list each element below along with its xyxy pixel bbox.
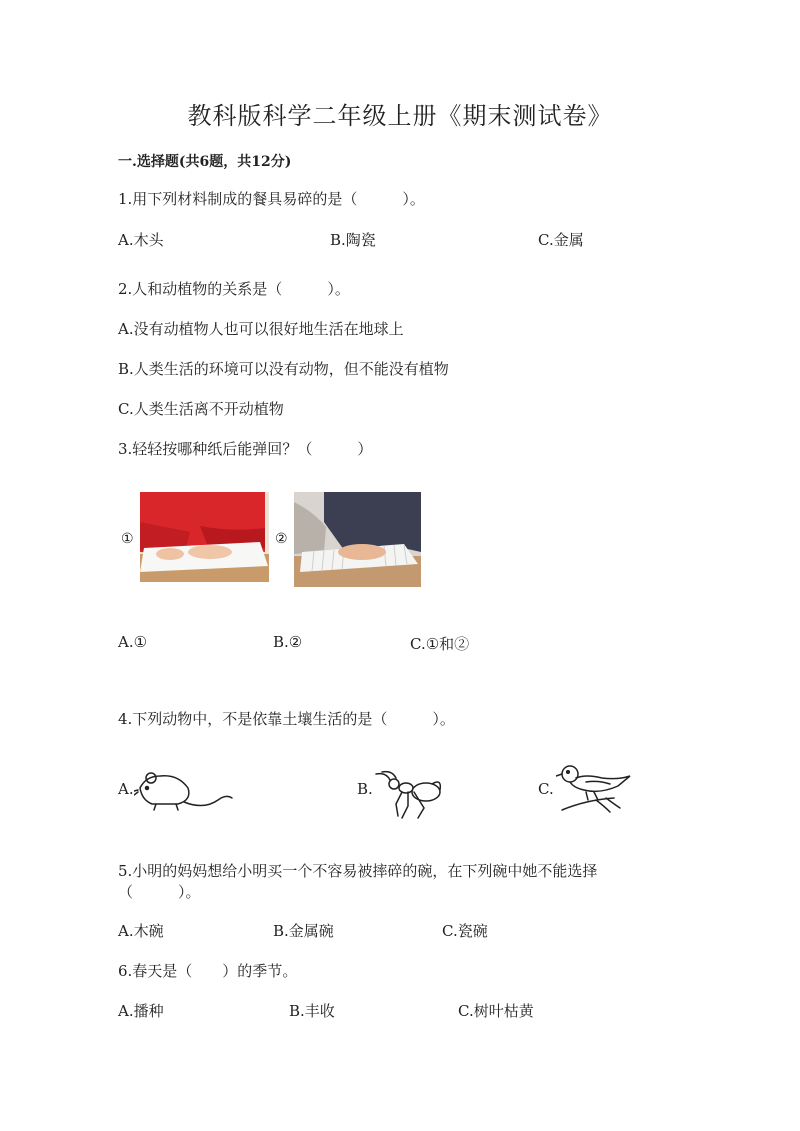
- section-heading: 一.选择题(共6题，共12分): [118, 154, 292, 170]
- question-2-text: 2.人和动植物的关系是（ ）。: [118, 280, 350, 298]
- question-2-option-c[interactable]: C.人类生活离不开动植物: [118, 400, 284, 418]
- question-2-option-a[interactable]: A.没有动植物人也可以很好地生活在地球上: [118, 320, 404, 338]
- question-5-option-c[interactable]: C.瓷碗: [442, 922, 488, 940]
- question-1-text: 1.用下列材料制成的餐具易碎的是（ ）。: [118, 190, 425, 208]
- ant-icon: [372, 770, 446, 824]
- question-1-option-b[interactable]: B.陶瓷: [330, 231, 376, 249]
- question-4-text: 4.下列动物中，不是依靠土壤生活的是（ ）。: [118, 710, 455, 728]
- question-5-text-line2: （ ）。: [118, 883, 201, 901]
- question-5-option-b[interactable]: B.金属碗: [273, 922, 334, 940]
- image-label-2: ②: [275, 531, 288, 547]
- page-title: 教科版科学二年级上册《期末测试卷》: [187, 102, 613, 130]
- question-1-option-a[interactable]: A.木头: [118, 231, 164, 249]
- question-4-option-a[interactable]: A.: [118, 780, 134, 798]
- question-4-option-c[interactable]: C.: [538, 780, 554, 798]
- question-3-text: 3.轻轻按哪种纸后能弹回？（ ）: [118, 440, 373, 458]
- question-1-option-c[interactable]: C.金属: [538, 231, 584, 249]
- bird-icon: [556, 762, 632, 820]
- image-label-1: ①: [121, 531, 134, 547]
- photo-hands-on-flat-paper: [140, 492, 269, 582]
- question-3-option-a[interactable]: A.①: [118, 633, 148, 651]
- question-6-option-a[interactable]: A.播种: [118, 1002, 164, 1020]
- photo-hand-on-folded-paper: [294, 492, 421, 587]
- question-4-option-b[interactable]: B.: [357, 780, 373, 798]
- mouse-icon: [134, 766, 234, 816]
- question-5-option-a[interactable]: A.木碗: [118, 922, 164, 940]
- question-6-text: 6.春天是（ ）的季节。: [118, 962, 298, 980]
- question-2-option-b[interactable]: B.人类生活的环境可以没有动物，但不能没有植物: [118, 360, 449, 378]
- question-5-text-line1: 5.小明的妈妈想给小明买一个不容易被摔碎的碗，在下列碗中她不能选择: [118, 862, 598, 880]
- question-3-option-b[interactable]: B.②: [273, 633, 303, 651]
- question-3-option-c[interactable]: C.①和②: [410, 635, 470, 653]
- question-6-option-b[interactable]: B.丰收: [289, 1002, 335, 1020]
- question-6-option-c[interactable]: C.树叶枯黄: [458, 1002, 534, 1020]
